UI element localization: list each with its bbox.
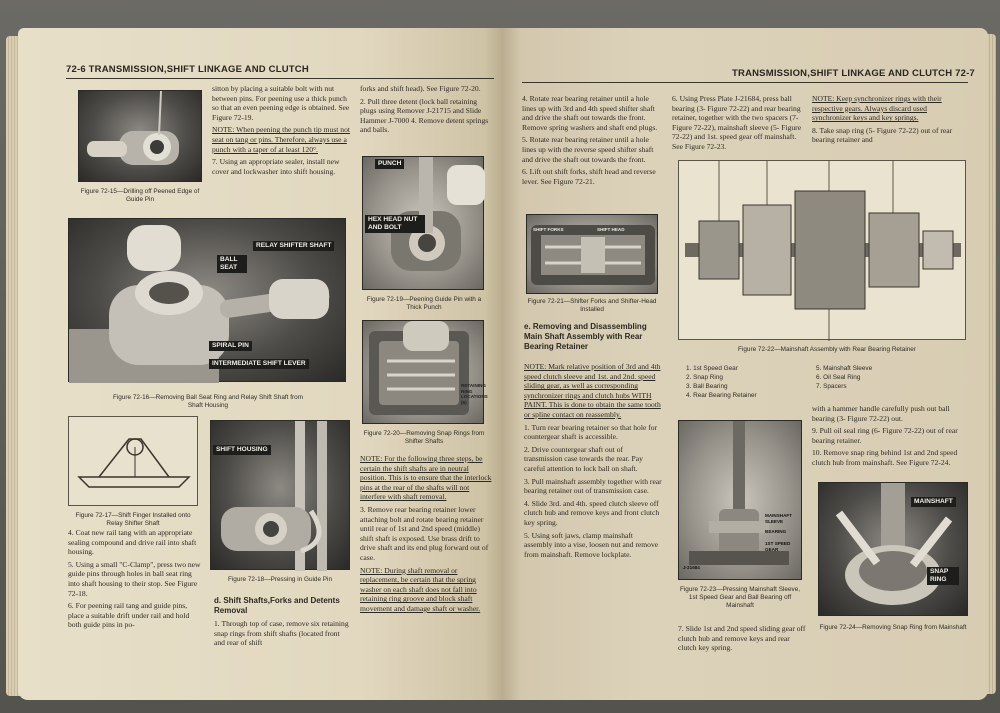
right-page-header: TRANSMISSION,SHIFT LINKAGE AND CLUTCH 72-7: [732, 68, 975, 79]
step-2-drive-countergear: 2. Drive countergear shaft out of transmission case towards the rear. Pay careful attention to lock ball on shaft.: [524, 444, 643, 473]
right-col1-bottom-text: [524, 362, 662, 562]
note-neutral-position: NOTE: For the following three steps, be certain the shift shafts are in neutral position. This is to ensure that the interlock pins at the rear of the shafts will not interfere with shaft removal.: [360, 454, 492, 502]
left-col3-bottom-text: [360, 454, 494, 617]
label-1st-speed-gear: 1ST SPEED GEAR: [765, 541, 791, 552]
label-intermediate-shift-lever: INTERMEDIATE SHIFT LEVER: [209, 359, 309, 369]
legend-right: [816, 364, 872, 391]
figure-72-20-photo: [362, 320, 488, 424]
figure-72-23-caption: Figure 72-23—Pressing Mainshaft Sleeve, 1st Speed Gear and Ball Bearing off Mainshaft: [679, 586, 801, 609]
right-page: [502, 28, 988, 700]
step-10-snap-ring: 10. Remove snap ring behind 1st and 2nd speed clutch hub from mainshaft. See Figure 72-24.: [812, 448, 958, 467]
legend-left: [686, 364, 757, 400]
para-forks-shift-head: forks and shift head). See Figure 72-20.: [360, 84, 481, 93]
left-page: [18, 28, 504, 700]
step-6-press-plate: 6. Using Press Plate J-21684, press ball bearing (3- Figure 72-22) and rear bearing retainer, together with the two spacers (7- Figure 72-22), mainshaft sleeve (5- Figure 72-22) and 1st. speed gear off mainshaft. See Figure 72-23.: [672, 94, 802, 151]
label-mainshaft: MAINSHAFT: [911, 497, 956, 507]
figure-72-19-photo: [362, 156, 484, 290]
label-mainshaft-sleeve: MAINSHAFT SLEEVE: [765, 513, 793, 524]
press-mainshaft-illustration: [679, 421, 803, 581]
shift-finger-drawing: [69, 417, 199, 507]
left-col2-text: [212, 84, 350, 179]
right-col2-text: [672, 94, 806, 155]
figure-72-18-photo: [210, 420, 350, 570]
legend-item-5: 5. Mainshaft Sleeve: [816, 365, 873, 372]
section-d-heading: d. Shift Shafts,Forks and Detents Removal: [214, 596, 340, 615]
legend-item-6: 6. Oil Seal Ring: [816, 374, 861, 381]
legend-item-3: 3. Ball Bearing: [686, 383, 728, 390]
figure-72-23-photo: [678, 420, 802, 580]
para-hammer-handle: with a hammer handle carefully push out ball bearing (3- Figure 72-22) out.: [812, 404, 950, 423]
figure-72-17-caption: Figure 72-17—Shift Finger Installed onto Relay Shifter Shaft: [75, 512, 191, 527]
label-spiral-pin: SPIRAL PIN: [209, 341, 252, 351]
section-d-step-1: 1. Through top of case, remove six retaining snap rings from shift shafts (located front and rear of shift: [214, 619, 349, 648]
step-7-sealer: 7. Using an appropriate sealer, install new cover and lockwasher into shift housing.: [212, 157, 340, 176]
figure-72-24-photo: [818, 482, 968, 616]
figure-72-20-caption: Figure 72-20—Removing Snap Rings from Shifter Shafts: [363, 430, 485, 445]
label-j21684: J-21684: [683, 565, 700, 570]
figure-72-22-caption: Figure 72-22—Mainshaft Assembly with Rear Bearing Retainer: [738, 346, 916, 353]
guide-pin-press-illustration: [211, 421, 351, 571]
section-e-block: [524, 322, 662, 355]
label-ball-seat: BALL SEAT: [217, 255, 247, 273]
figure-72-21-caption: Figure 72-21—Shifter Forks and Shifter-Head Installed: [527, 298, 657, 313]
drill-illustration: [79, 91, 203, 183]
figure-72-15-caption: Figure 72-15—Drilling off Peened Edge of Guide Pin: [80, 188, 200, 203]
note-peening-punch: NOTE: When peening the punch tip must not seat on tang or pins. Therefore, always use a punch with a taper of at least 120°.: [212, 125, 350, 154]
label-retaining-ring-locations: RETAINING RING LOCATIONS (6): [461, 383, 488, 405]
section-d-block: [214, 596, 350, 651]
left-col1-bottom-text: [68, 528, 202, 633]
note-mark-paint: NOTE: Mark relative position of 3rd and 4th speed clutch sleeve and 1st. and 2nd. speed sliding gear, as well as corresponding synchronizer rings and clutch hubs WITH PAINT. This is done to obtain the same tooth or spline contact on reassembly.: [524, 362, 661, 419]
right-col1-text: [522, 94, 660, 189]
figure-72-21-photo: [526, 214, 658, 294]
step-7-slide-gear: 7. Slide 1st and 2nd speed sliding gear off clutch hub and remove keys and rear clutch key spring.: [678, 624, 806, 653]
step-5-rotate-retainer: 5. Rotate rear bearing retainer until a hole lines up with the reverse speed shifter shaft and drive the shaft out towards the front.: [522, 135, 654, 164]
legend-item-4: 4. Rear Bearing Retainer: [686, 392, 757, 399]
right-col3-bottom-text: [812, 404, 968, 471]
mainshaft-assembly-drawing: [679, 161, 967, 341]
label-shift-forks: SHIFT FORKS: [533, 227, 564, 232]
label-hex-head-nut: HEX HEAD NUT AND BOLT: [365, 215, 425, 233]
figure-72-16-photo: [68, 218, 346, 382]
label-snap-ring: SNAP RING: [927, 567, 959, 585]
figure-72-15-photo: [78, 90, 202, 182]
note-synchronizer: NOTE: Keep synchronizer rings with their respective gears. Always discard used synchronizer keys and key springs.: [812, 94, 942, 123]
step-5-soft-jaws: 5. Using soft jaws, clamp mainshaft assembly into a vise, loosen nut and remove from mainshaft. Remove lockplate.: [524, 530, 659, 559]
left-page-header: 72-6 TRANSMISSION,SHIFT LINKAGE AND CLUTCH: [66, 64, 309, 75]
step-9-oil-seal: 9. Pull oil seal ring (6- Figure 72-22) out of rear bearing retainer.: [812, 426, 958, 445]
right-header-rule: [522, 82, 968, 83]
step-3-rear-bearing: 3. Remove rear bearing retainer lower attaching bolt and rotate bearing retainer until rear of 1st and 2nd speed (middle) shift shaft is exposed. Use brass drift to drive shaft and its end plug forward out of case.: [360, 504, 489, 562]
step-4-rotate-retainer: 4. Rotate rear bearing retainer until a hole lines up with 3rd and 4th speed shifter shaft and drive the shaft out towards the front. Remove spring washers and shaft end plugs.: [522, 94, 658, 132]
snap-rings-illustration: [363, 321, 488, 425]
label-bearing: BEARING: [765, 529, 787, 534]
label-punch: PUNCH: [375, 159, 404, 169]
section-e-heading: e. Removing and Disassembling Main Shaft Assembly with Rear Bearing Retainer: [524, 322, 647, 351]
step-5-c-clamp: 5. Using a small "C-Clamp", press two new guide pins through holes in ball seat ring into shaft housing to their stop. See Figure 72-18.: [68, 559, 201, 598]
figure-72-22-drawing: [678, 160, 966, 340]
figure-72-24-caption: Figure 72-24—Removing Snap Ring from Mainshaft: [819, 624, 967, 631]
figure-72-17-drawing: [68, 416, 198, 506]
label-relay-shifter-shaft: RELAY SHIFTER SHAFT: [253, 241, 334, 251]
step-4-slide-clutch: 4. Slide 3rd. and 4th. speed clutch sleeve off clutch hub and remove keys and front clutch key spring.: [524, 498, 660, 527]
step-3-pull-mainshaft: 3. Pull mainshaft assembly together with rear bearing retainer out of transmission case.: [524, 476, 662, 496]
right-col3-text: [812, 94, 968, 148]
left-header-rule: [66, 78, 494, 79]
figure-72-16-caption: Figure 72-16—Removing Ball Seat Ring and Relay Shift Shaft from Shaft Housing: [112, 394, 304, 409]
para-peening-bolt: sitton by placing a suitable bolt with nut between pins. For peening use a thick punch so that an even peening edge is obtained. See Figure 72-19.: [212, 84, 350, 122]
label-shift-housing: SHIFT HOUSING: [213, 445, 271, 455]
legend-item-7: 7. Spacers: [816, 383, 847, 390]
step-4-rail-tang: 4. Coat new rail tang with an appropriate sealing compound and drive rail into shaft housing.: [68, 528, 197, 557]
label-shift-head: SHIFT HEAD: [597, 227, 625, 232]
right-col2-bottom-text: [678, 624, 806, 656]
step-2-detent: 2. Pull three detent (lock ball retaining plugs using Remover J-21715 and Slide Hammer J-7000 4. Remove detent springs and balls.: [360, 96, 489, 135]
legend-item-1: 1. 1st Speed Gear: [686, 365, 738, 372]
left-col3-text: [360, 84, 494, 138]
note-spring-washer: NOTE: During shaft removal or replacement, be certain that the spring washer on each shaft does not fall into retaining ring groove and block shaft movement and damage shaft or washer.: [360, 565, 481, 613]
step-6-peening: 6. For peening rail tang and guide pins, place a suitable drift under rail and hold both guide pins in po-: [68, 601, 190, 630]
figure-72-19-caption: Figure 72-19—Peening Guide Pin with a Thick Punch: [366, 296, 482, 311]
legend-item-2: 2. Snap Ring: [686, 374, 723, 381]
step-8-snap-ring: 8. Take snap ring (5- Figure 72-22) out of rear bearing retainer and: [812, 125, 953, 145]
step-1-turn-retainer: 1. Turn rear bearing retainer so that hole for countergear shaft is accessible.: [524, 422, 658, 442]
step-6-lift-forks: 6. Lift out shift forks, shift head and reverse lever. See Figure 72-21.: [522, 167, 656, 186]
figure-72-18-caption: Figure 72-18—Pressing in Guide Pin: [227, 576, 333, 583]
